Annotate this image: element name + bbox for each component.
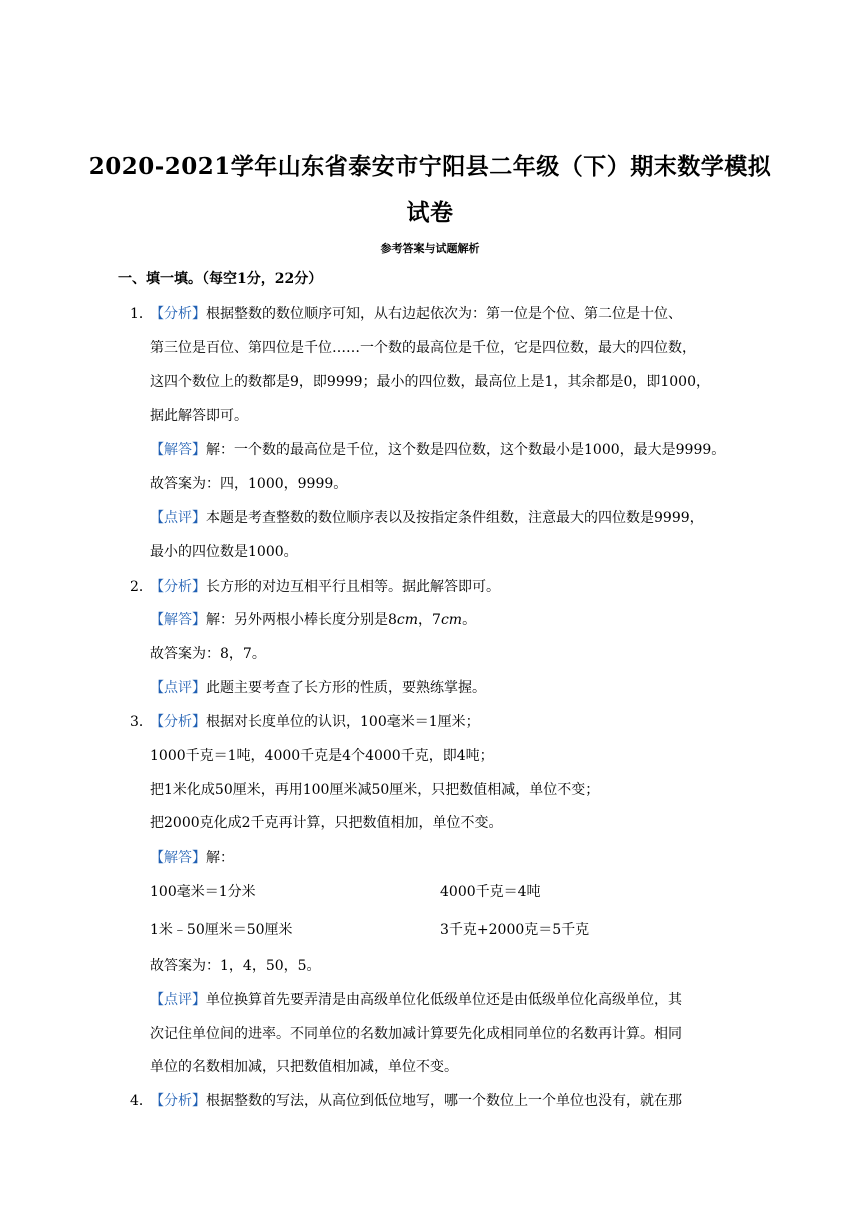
comment-line: 【点评】此题主要考查了长方形的性质，要熟练掌握。: [150, 680, 486, 696]
analysis-label: 【分析】: [150, 714, 206, 730]
result-line: 故答案为：四，1000，9999。: [150, 476, 348, 492]
calc-item: 100毫米＝1分米: [150, 884, 256, 900]
analysis-line: 把1米化成50厘米，再用100厘米减50厘米，只把数值相减，单位不变；: [150, 782, 600, 798]
document-subtitle: 参考答案与试题解析: [380, 242, 480, 255]
analysis-line: 把2000克化成2千克再计算，只把数值相加，单位不变。: [150, 815, 503, 831]
analysis-line: 【分析】长方形的对边互相平行且相等。据此解答即可。: [150, 579, 500, 595]
question-number: 3．: [130, 714, 153, 730]
comment-line: 单位的名数相加减，只把数值相加减，单位不变。: [150, 1059, 458, 1075]
analysis-line: 【分析】根据整数的数位顺序可知，从右边起依次为：第一位是个位、第二位是十位、: [150, 306, 682, 322]
analysis-line: 【分析】根据整数的写法，从高位到低位地写，哪一个数位上一个单位也没有，就在那: [150, 1093, 682, 1109]
answer-line: 【解答】解：: [150, 850, 234, 866]
section-heading: 一、填一填。（每空1分，22分）: [118, 271, 323, 287]
document-title-line1: 2020-2021学年山东省泰安市宁阳县二年级（下）期末数学模拟: [88, 153, 772, 180]
calc-item: 3千克+2000克＝5千克: [440, 922, 590, 938]
calc-item: 4000千克＝4吨: [440, 884, 541, 900]
analysis-line: 据此解答即可。: [150, 408, 248, 424]
comment-line: 最小的四位数是1000。: [150, 544, 298, 560]
analysis-line: 第三位是百位、第四位是千位……一个数的最高位是千位，它是四位数，最大的四位数，: [150, 340, 696, 356]
analysis-label: 【分析】: [150, 306, 206, 322]
answer-line: 【解答】解：一个数的最高位是千位，这个数是四位数，这个数最小是1000，最大是9999。: [150, 442, 726, 458]
comment-line: 【点评】单位换算首先要弄清是由高级单位化低级单位还是由低级单位化高级单位，其: [150, 992, 682, 1008]
answer-line: 【解答】解：另外两根小棒长度分别是8cm，7cm。: [150, 612, 477, 628]
question-number: 4．: [130, 1093, 153, 1109]
answer-label: 【解答】: [150, 850, 206, 866]
question-number: 2．: [130, 579, 153, 595]
result-line: 故答案为：1，4，50，5。: [150, 958, 321, 974]
comment-line: 【点评】本题是考查整数的数位顺序表以及按指定条件组数，注意最大的四位数是9999，: [150, 510, 704, 526]
question-number: 1．: [130, 306, 153, 322]
result-line: 故答案为：8，7。: [150, 646, 266, 662]
analysis-label: 【分析】: [150, 579, 206, 595]
calc-item: 1米﹣50厘米＝50厘米: [150, 922, 293, 938]
comment-label: 【点评】: [150, 992, 206, 1008]
answer-label: 【解答】: [150, 612, 206, 628]
analysis-line: 1000千克＝1吨，4000千克是4个4000千克，即4吨；: [150, 748, 494, 764]
analysis-line: 【分析】根据对长度单位的认识，100毫米＝1厘米；: [150, 714, 480, 730]
comment-line: 次记住单位间的进率。不同单位的名数加减计算要先化成相同单位的名数再计算。相同: [150, 1026, 682, 1042]
analysis-label: 【分析】: [150, 1093, 206, 1109]
answer-label: 【解答】: [150, 442, 206, 458]
comment-label: 【点评】: [150, 510, 206, 526]
document-title-line2: 试卷: [406, 199, 454, 226]
comment-label: 【点评】: [150, 680, 206, 696]
analysis-line: 这四个数位上的数都是9，即9999；最小的四位数，最高位上是1，其余都是0，即1000，: [150, 374, 710, 390]
